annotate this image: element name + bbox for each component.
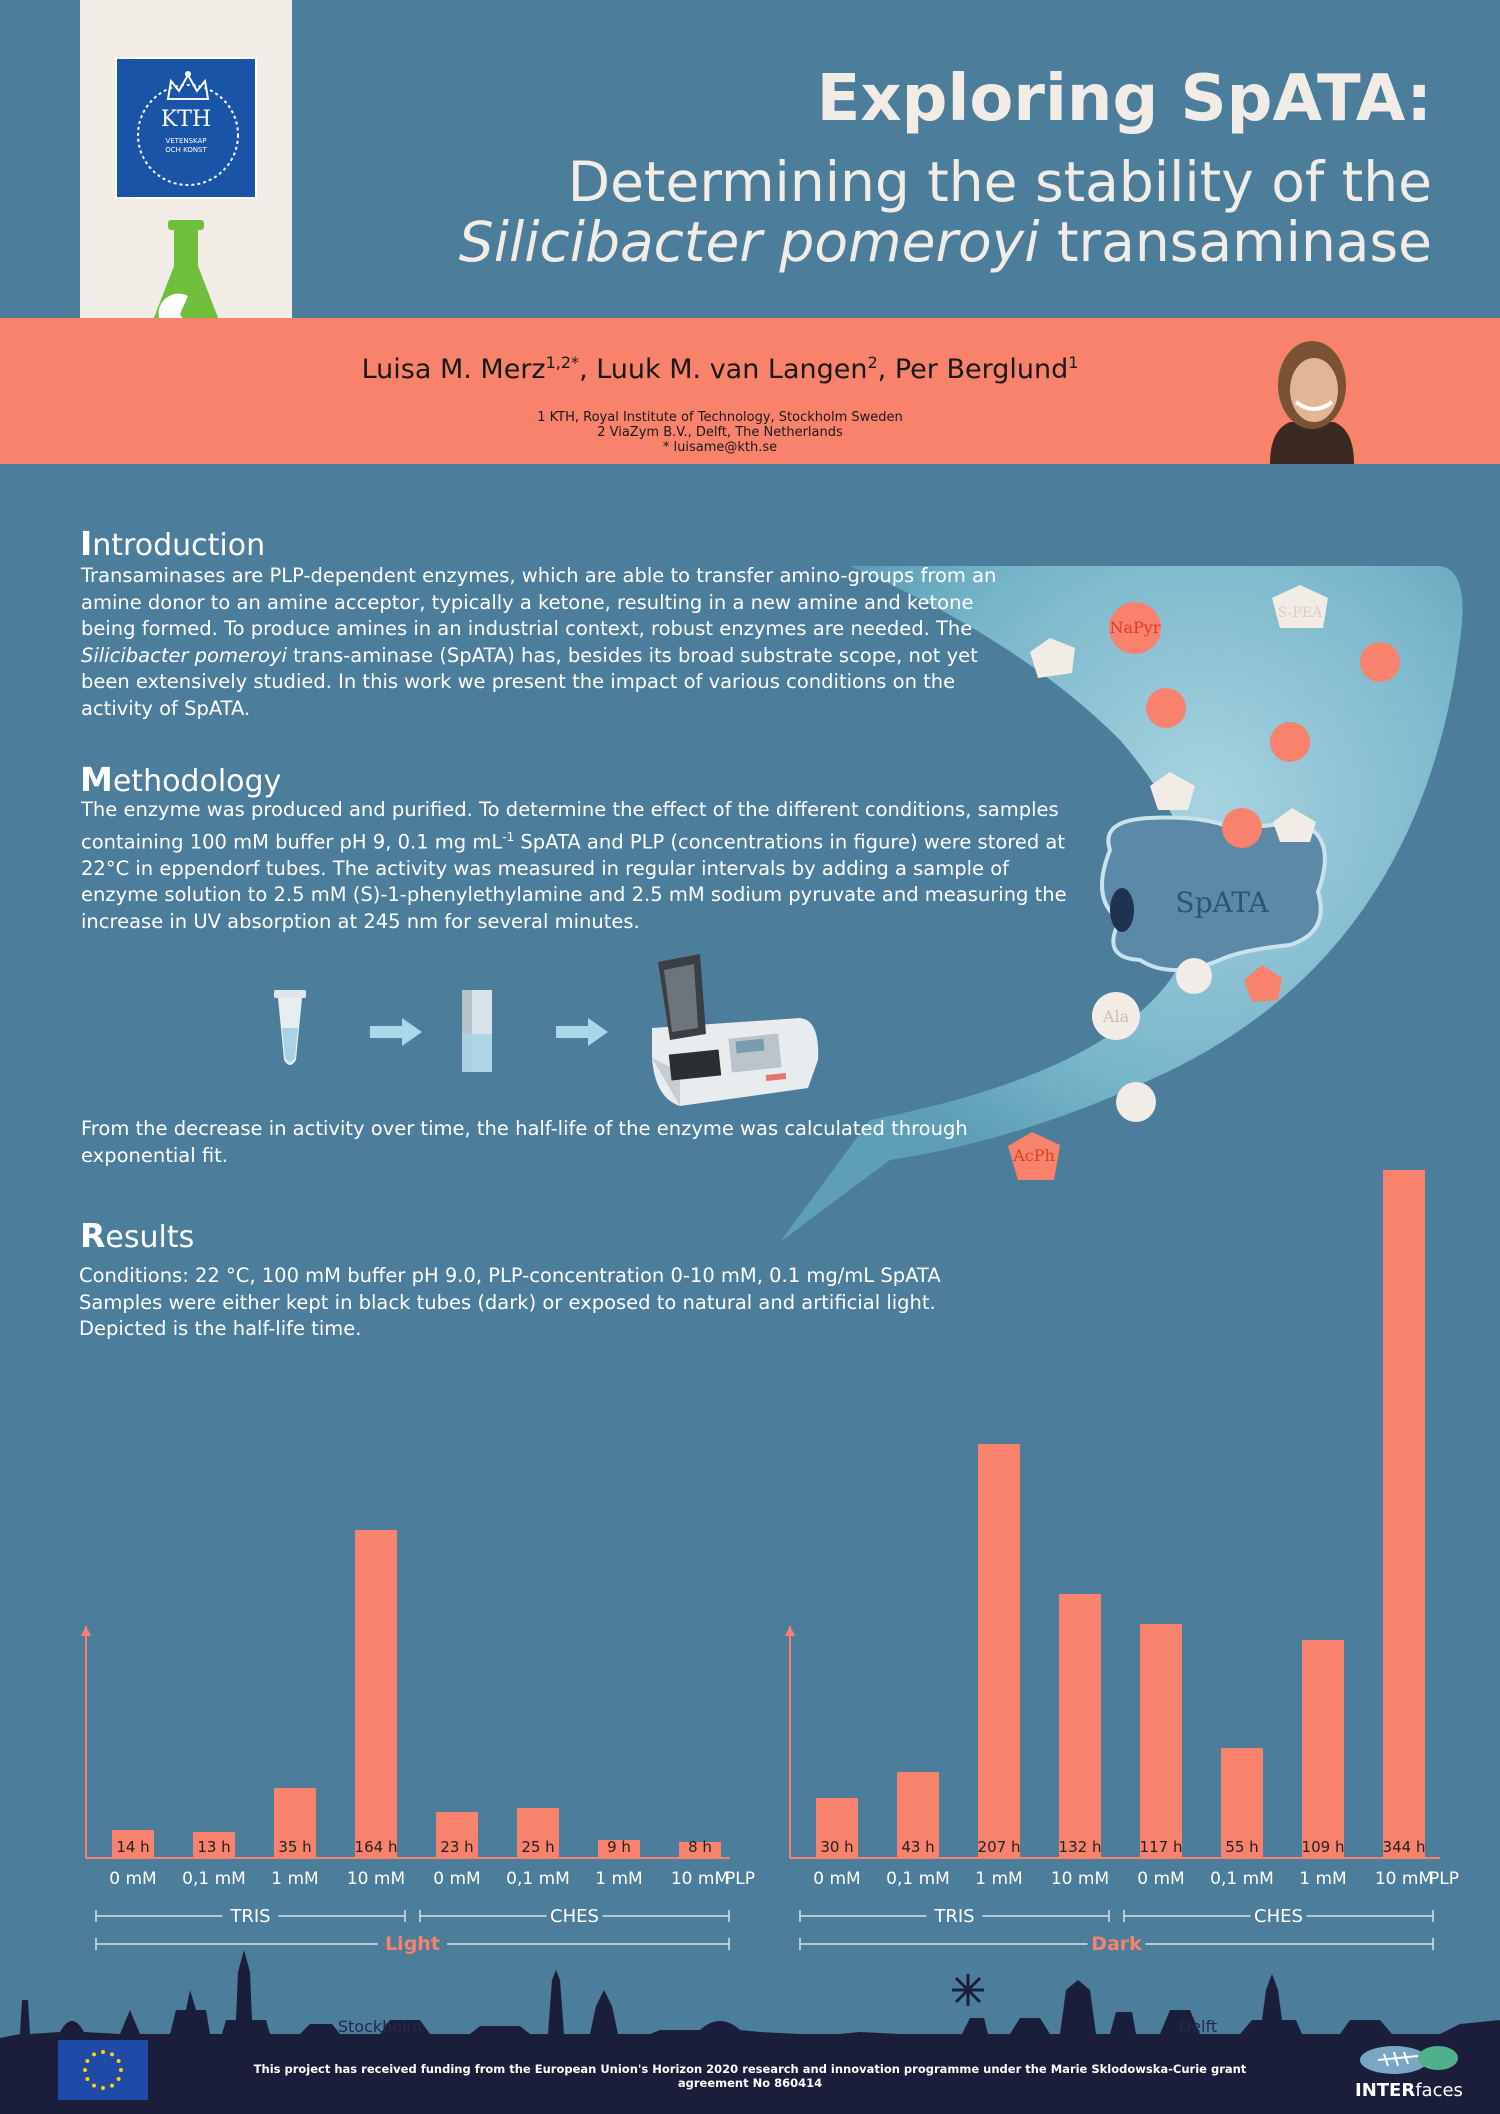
results-conditions: Conditions: 22 °C, 100 mM buffer pH 9.0, PLP-concentration 0-10 mM, 0.1 mg/mL SpATA Samples were either kept in black tubes (dark) or exposed to natural and artificial light. Depicted is the half-life time. xyxy=(79,1264,941,1340)
category-label: 0,1 mM xyxy=(182,1869,246,1889)
bar-value-label: 9 h xyxy=(607,1838,631,1856)
svg-text:NaPyr: NaPyr xyxy=(1109,618,1161,637)
author-list: Luisa M. Merz$^{1,2*}$, Luuk M. van Langen$^2$, Per Berglund$^1$ xyxy=(361,353,1079,385)
chart-light xyxy=(0,1000,760,1960)
affiliation-2: 2 ViaZym B.V., Delft, The Netherlands xyxy=(597,425,843,440)
category-label: 0 mM xyxy=(1137,1869,1185,1889)
bar xyxy=(1059,1594,1101,1858)
kth-logo-text: KTH xyxy=(160,107,212,132)
poster-subtitle-line2: Silicibacter pomeroyi transaminase xyxy=(458,210,1432,274)
category-label: 10 mM xyxy=(1050,1869,1110,1889)
affiliation-email: * luisame@kth.se xyxy=(662,440,778,455)
svg-text:S-PEA: S-PEA xyxy=(1277,605,1323,621)
y-axis-arrowhead xyxy=(81,1626,91,1636)
buffer-label: TRIS xyxy=(230,1906,271,1927)
city-label-delft: Delft xyxy=(1178,2017,1218,2036)
category-label: 1 mM xyxy=(1299,1869,1347,1889)
axis-unit-label: PLP xyxy=(1429,1869,1459,1889)
category-label: 0,1 mM xyxy=(1210,1869,1274,1889)
bar xyxy=(978,1444,1020,1858)
category-label: 0 mM xyxy=(109,1869,157,1889)
wreath-icon xyxy=(129,73,247,191)
affiliation-1: 1 KTH, Royal Institute of Technology, Stockholm Sweden xyxy=(537,410,903,425)
molecule-circle xyxy=(1270,722,1310,762)
bar-value-label: 25 h xyxy=(521,1838,555,1856)
molecule-circle xyxy=(1176,958,1212,994)
molecule-circle xyxy=(1146,688,1186,728)
group-label: Light xyxy=(385,1933,440,1955)
bar-value-label: 43 h xyxy=(901,1838,935,1856)
results-heading: Results xyxy=(80,1216,195,1255)
funding-statement: This project has received funding from the European Union's Horizon 2020 research and innovation programme under the Marie Sklodowska-Curie grant agreement No 860414 xyxy=(253,2062,1247,2090)
bar-value-label: 344 h xyxy=(1382,1838,1426,1856)
bar-value-label: 13 h xyxy=(197,1838,231,1856)
category-label: 0,1 mM xyxy=(886,1869,950,1889)
fit-text: From the decrease in activity over time, the half-life of the enzyme was calculated through exponential fit. xyxy=(81,1117,968,1167)
chart-dark xyxy=(760,1000,1500,1960)
buffer-label: CHES xyxy=(550,1906,599,1927)
svg-text:Ala: Ala xyxy=(1102,1007,1130,1026)
bar xyxy=(1302,1640,1344,1858)
bar xyxy=(355,1530,397,1858)
molecule-circle xyxy=(1360,642,1400,682)
eu-flag-icon xyxy=(58,2040,148,2100)
category-label: 1 mM xyxy=(975,1869,1023,1889)
bar-value-label: 132 h xyxy=(1058,1838,1102,1856)
buffer-label: TRIS xyxy=(934,1906,975,1927)
svg-text:AcPh: AcPh xyxy=(1013,1146,1055,1165)
group-label: Dark xyxy=(1091,1933,1142,1955)
kth-logo xyxy=(115,57,257,199)
bar-value-label: 35 h xyxy=(278,1838,312,1856)
bar-value-label: 207 h xyxy=(977,1838,1021,1856)
kth-logo-subtext: VETENSKAP OCH KONST xyxy=(165,137,207,154)
bar-value-label: 117 h xyxy=(1139,1838,1183,1856)
category-label: 10 mM xyxy=(1374,1869,1434,1889)
molecule-circle xyxy=(1222,808,1262,848)
windmill-icon xyxy=(952,1974,984,2006)
interfaces-logo xyxy=(1358,2042,1468,2078)
category-label: 1 mM xyxy=(271,1869,319,1889)
bar-value-label: 164 h xyxy=(354,1838,398,1856)
species-name: Silicibacter pomeroyi xyxy=(458,210,1040,274)
bar-value-label: 109 h xyxy=(1301,1838,1345,1856)
bar-value-label: 14 h xyxy=(116,1838,150,1856)
category-label: 10 mM xyxy=(670,1869,730,1889)
methodology-heading: Methodology xyxy=(80,760,282,799)
poster-title: Exploring SpATA: xyxy=(816,62,1432,136)
axis-unit-label: PLP xyxy=(725,1869,755,1889)
category-label: 10 mM xyxy=(346,1869,406,1889)
introduction-heading: Introduction xyxy=(80,524,266,563)
bar-value-label: 8 h xyxy=(688,1838,712,1856)
enzyme-label: SpATA xyxy=(1175,886,1269,919)
category-label: 0,1 mM xyxy=(506,1869,570,1889)
category-label: 1 mM xyxy=(595,1869,643,1889)
affiliations xyxy=(420,410,1020,455)
y-axis-arrowhead xyxy=(785,1626,795,1636)
bar xyxy=(1383,1170,1425,1858)
buffer-label: CHES xyxy=(1254,1906,1303,1927)
bar-value-label: 55 h xyxy=(1225,1838,1259,1856)
bar-value-label: 30 h xyxy=(820,1838,854,1856)
methodology-text: The enzyme was produced and purified. To determine the effect of the different conditions, samples containing 100 mM buffer pH 9, 0.1 mg $mL^{-1}$ SpATA and PLP (concentrations in figure) were stored at 22°C in eppendorf tubes. The activity was measured in regular intervals by adding a sample of enzyme solution to 2.5 mM (S)-1-phenylethylamine and 2.5 mM sodium pyruvate and measuring the increase in UV absorption at 245 nm for several minutes. xyxy=(81,798,1067,933)
author-photo xyxy=(1262,330,1362,464)
bar-value-label: 23 h xyxy=(440,1838,474,1856)
city-label-stockholm: Stockholm xyxy=(337,2017,423,2036)
interfaces-logo-text: INTERfaces xyxy=(1355,2080,1463,2101)
bar xyxy=(1140,1624,1182,1858)
introduction-text: Transaminases are PLP-dependent enzymes, which are able to transfer amino-groups from an amine donor to an amine acceptor, typically a ketone, resulting in a new amine and ketone being formed. To produce amines in an industrial context, robust enzymes are needed. The Silicibacter pomeroyi trans-aminase (SpATA) has, besides its broad substrate scope, not yet been extensively studied. In this work we present the impact of various conditions on the activity of SpATA. xyxy=(81,564,997,720)
category-label: 0 mM xyxy=(813,1869,861,1889)
category-label: 0 mM xyxy=(433,1869,481,1889)
poster-subtitle-line1: Determining the stability of the xyxy=(567,150,1432,214)
